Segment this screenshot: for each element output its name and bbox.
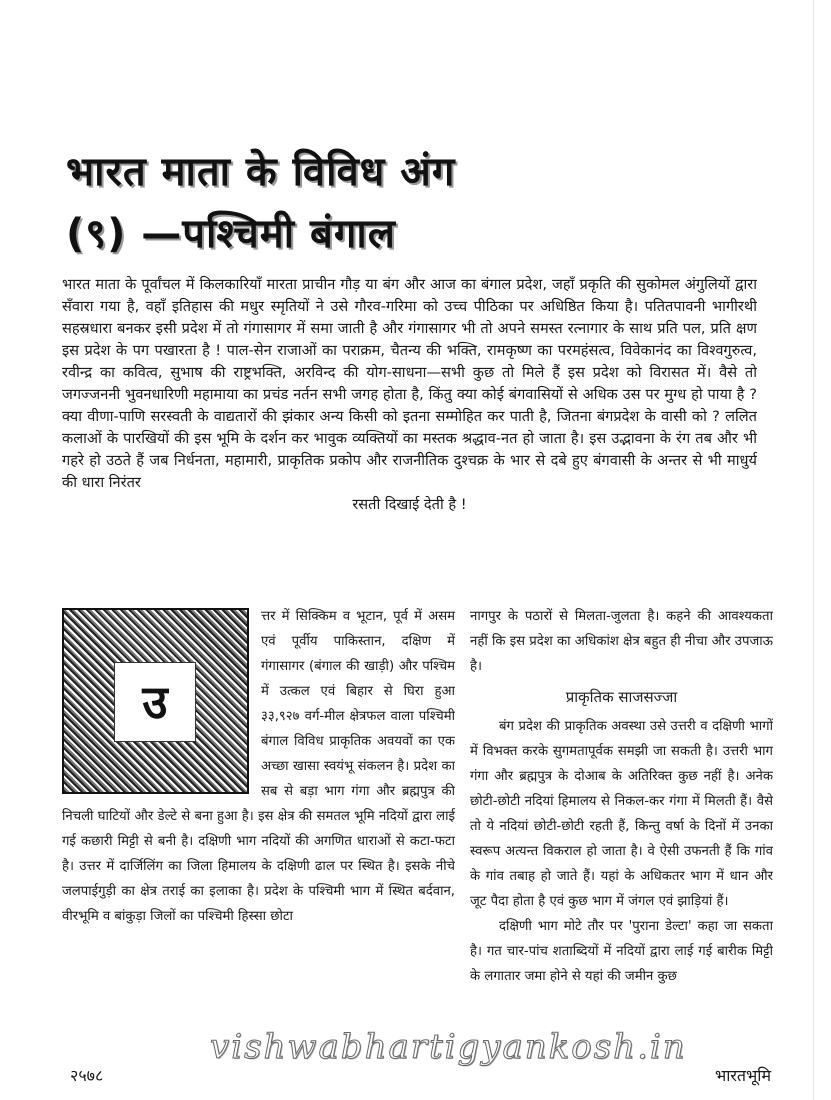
right-column — [470, 604, 773, 1024]
page-edge — [813, 0, 814, 1100]
illustrated-initial-icon — [62, 608, 249, 794]
intro-last-line: रसती दिखाई देती है ! — [352, 496, 467, 513]
section-heading: प्राकृतिक साजसज्जा — [565, 688, 678, 706]
left-column-text: त्तर में सिक्किम व भूटान, पूर्व में असम एवं पूर्वीय पाकिस्तान, दक्षिण में गंगासागर (बंगाल की खाड़ी) और पश्चिम में उत्कल एवं बिहार से घिरा हुआ ३३,९२७ वर्ग-मील क्षेत्रफल वाला पश्चिमी बंगाल विविध प्राकृतिक अवयवों का एक अच्छा खासा स्वयंभू संकलन है। प्रदेश का सब से बड़ा भाग गंगा और ब्रह्मपुत्र की निचली घाटियों और डेल्टे से बना हुआ है। इस क्षेत्र की समतल भूमि नदियों द्वारा लाई गई कछारी मिट्टी से बनी है। दक्षिणी भाग नदियों की अगणित धाराओं से कटा-फटा है। उत्तर में दार्जिलिंग का जिला हिमालय के दक्षिणी ढाल पर स्थित है। इसके नीचे जलपाईगुड़ी का क्षेत्र तराई का इलाका है। प्रदेश के पश्चिमी भाग में स्थित बर्दवान, वीरभूमि व बांकुड़ा जिलों का पश्चिमी हिस्सा छोटा — [62, 609, 455, 924]
article-subtitle: (९) —पश्चिमी बंगाल — [66, 211, 396, 257]
right-column-paragraph-1: नागपुर के पठारों से मिलता-जुलता है। कहने की आवश्यकता नहीं कि इस प्रदेश का अधिकांश क्षेत्र बहुत ही नीचा और उपजाऊ है। — [470, 609, 773, 674]
publication-name: भारतभूमि — [715, 1066, 772, 1085]
watermark: vishwabhartigyankosh.in — [210, 1027, 687, 1067]
page-number: २५७८ — [70, 1066, 104, 1085]
dropcap-letter: उ — [114, 662, 196, 742]
intro-paragraph — [62, 274, 757, 600]
right-column-paragraph-2: बंग प्रदेश की प्राकृतिक अवस्था उसे उत्तरी व दक्षिणी भागों में विभक्त करके सुगमतापूर्वक समझी जा सकती है। उत्तरी भाग गंगा और ब्रह्मपुत्र के दोआब के अतिरिक्त कुछ नहीं है। अनेक छोटी-छोटी नदियां हिमालय से निकल-कर गंगा में मिलती हैं। वैसे तो ये नदियां छोटी-छोटी रहती हैं, किन्तु वर्षा के दिनों में उनका स्वरूप अत्यन्त विकराल हो जाता है। वे ऐसी उफनती हैं कि गांव के गांव तबाह हो जाते हैं। यहां के अधिकतर भाग में धान और जूट पैदा होता है एवं कुछ भाग में जंगल एवं झाड़ियां हैं। — [470, 719, 773, 909]
left-column — [62, 604, 455, 1024]
right-column-paragraph-3: दक्षिणी भाग मोटे तौर पर 'पुराना डेल्टा' कहा जा सकता है। गत चार-पांच शताब्दियों में नदियों द्वारा लाई गई बारीक मिट्टी के लगातार जमा होने से यहां की जमीन कुछ — [470, 919, 773, 984]
intro-body: भारत माता के पूर्वांचल में किलकारियाँ मारता प्राचीन गौड़ या बंग और आज का बंगाल प्रदेश, जहाँ प्रकृति की सुकोमल अंगुलियों द्वारा सँवारा गया है, वहाँ इतिहास की मधुर स्मृतियों ने उसे गौरव-गरिमा को उच्च पीठिका पर अधिष्ठित किया है। पतितपावनी भागीरथी सहस्रधारा बनकर इसी प्रदेश में तो गंगासागर में समा जाती है और गंगासागर भी तो अपने समस्त रत्नागार के साथ प्रति पल, प्रति क्षण इस प्रदेश के पग पखारता है ! पाल-सेन राजाओं का पराक्रम, चैतन्य की भक्ति, रामकृष्ण का परमहंसत्व, विवेकानंद का विश्वगुरुत्व, रवीन्द्र का कवित्व, सुभाष की राष्ट्रभक्ति, अरविन्द की योग-साधना—सभी कुछ तो मिले हैं इस प्रदेश को विरासत में। वैसे तो जगज्जननी भुवनधारिणी महामाया का प्रचंड नर्तन सभी जगह होता है, किंतु क्या कोई बंगवासियों से अधिक उस पर मुग्ध हो पाया है ? क्या वीणा-पाणि सरस्वती के वाद्यतारों की झंकार अन्य किसी को इतना सम्मोहित कर पाती है, जितना बंगप्रदेश के वासी को ? ललित कलाओं के पारखियों की इस भूमि के दर्शन कर भावुक व्यक्तियों का मस्तक श्रद्धाव-नत हो जाता है। इस उद्भावना के रंग तब और भी गहरे हो उठते हैं जब निर्धनता, महामारी, प्राकृतिक प्रकोप और राजनीतिक दुश्चक्र के भार से दबे हुए बंगवासी के अन्तर से भी माधुर्य की धारा निरंतर — [62, 276, 757, 491]
article-title: भारत माता के विविध अंग — [66, 149, 456, 195]
